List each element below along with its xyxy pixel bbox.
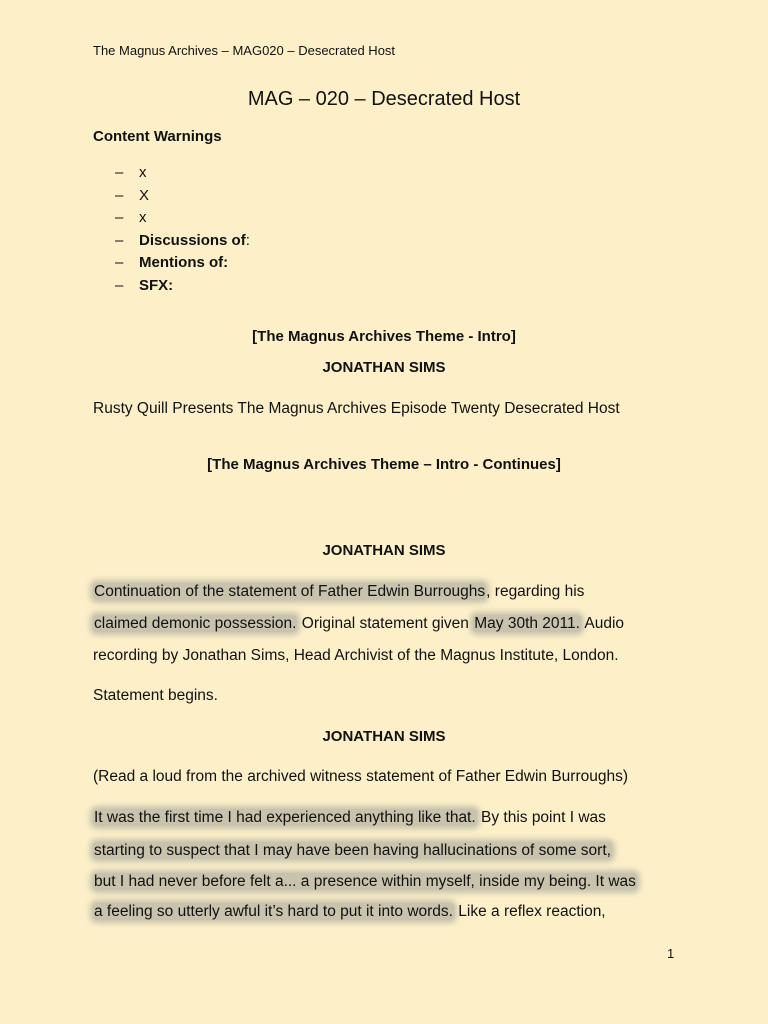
statement-intro-line: claimed demonic possession. Original statement given May 30th 2011. Audio: [94, 615, 625, 632]
content-warnings-heading: Content Warnings: [93, 128, 222, 145]
statement-begins: Statement begins.: [93, 687, 218, 704]
highlight: May 30th 2011.: [474, 615, 580, 632]
stage-direction: (Read a loud from the archived witness statement of Father Edwin Burroughs): [93, 768, 629, 785]
body-line: It was the first time I had experienced anything like that. By this point I was: [94, 809, 606, 826]
statement-intro-line: recording by Jonathan Sims, Head Archivist of the Magnus Institute, London.: [93, 647, 619, 664]
warning-item: – SFX:: [115, 276, 174, 294]
highlight: It was the first time I had experienced anything like that.: [94, 809, 476, 826]
highlight: Continuation of the statement of Father Edwin Burroughs: [94, 583, 486, 600]
warning-item: – Mentions of:: [115, 254, 229, 272]
highlight: a feeling so utterly awful it’s hard to put it into words.: [94, 903, 453, 920]
page-number: 1: [667, 946, 675, 961]
warning-item: – x: [115, 209, 147, 227]
speaker-name: JONATHAN SIMS: [322, 359, 446, 376]
speaker-name: JONATHAN SIMS: [322, 728, 446, 745]
intro-line: Rusty Quill Presents The Magnus Archives Episode Twenty Desecrated Host: [93, 400, 620, 417]
highlight: claimed demonic possession.: [94, 615, 297, 632]
content-warnings-list: [115, 162, 250, 298]
highlight: starting to suspect that I may have been having hallucinations of some sort,: [94, 842, 611, 859]
theme-continues-cue: [The Magnus Archives Theme – Intro - Continues]: [207, 456, 561, 473]
speaker-name: JONATHAN SIMS: [322, 542, 446, 559]
body-line: [93, 842, 612, 860]
document-title: MAG – 020 – Desecrated Host: [247, 88, 521, 110]
statement-intro-line: Continuation of the statement of Father Edwin Burroughs, regarding his: [94, 583, 585, 600]
highlight: but I had never before felt a... a presence within myself, inside my being. It was: [94, 873, 636, 890]
theme-intro-cue: [The Magnus Archives Theme - Intro]: [252, 328, 516, 345]
body-line: a feeling so utterly awful it’s hard to put it into words. Like a reflex reaction,: [94, 903, 606, 920]
warning-item: – x: [115, 164, 147, 181]
warning-item: – X: [115, 186, 150, 204]
running-header: The Magnus Archives – MAG020 – Desecrated Host: [93, 43, 396, 58]
body-line: [93, 873, 637, 891]
warning-item: – Discussions of :: [115, 231, 250, 249]
